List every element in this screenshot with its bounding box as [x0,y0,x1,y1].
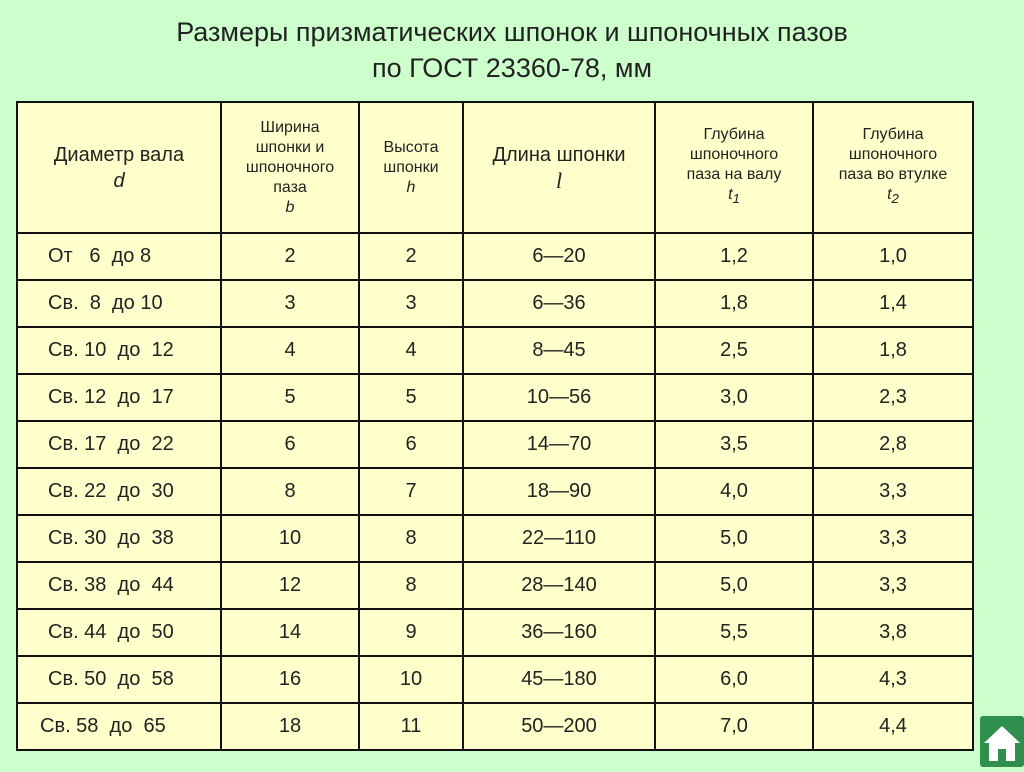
cell-depth-hub: 3,3 [813,562,973,609]
table-row [17,280,973,327]
cell-depth-shaft: 5,0 [655,515,813,562]
cell-depth-hub: 2,8 [813,421,973,468]
header-depth-hub-symbol: $t_2$ [887,186,899,207]
header-width-line: шпоночного [245,158,335,176]
cell-diameter: От 6 до 8 [17,233,221,280]
header-length [463,102,655,233]
page-title [0,14,1024,86]
cell-length: 28—140 [463,562,655,609]
header-row [17,102,973,233]
cell-diameter: Св. 50 до 58 [17,656,221,703]
header-diameter-symbol: d [113,169,125,192]
cell-length: 8—45 [463,327,655,374]
cell-diameter: Св. 58 до 65 [17,703,221,750]
cell-length: 6—36 [463,280,655,327]
cell-depth-hub: 3,3 [813,468,973,515]
table-row [17,656,973,703]
cell-height: 4 [359,327,463,374]
cell-length: 22—110 [463,515,655,562]
cell-diameter: Св. 44 до 50 [17,609,221,656]
header-width [221,102,359,233]
cell-diameter: Св. 30 до 38 [17,515,221,562]
cell-height: 3 [359,280,463,327]
header-depth-hub-line: шпоночного [848,146,938,164]
cell-depth-hub: 2,3 [813,374,973,421]
table-row [17,515,973,562]
cell-depth-hub: 4,4 [813,703,973,750]
table-row [17,233,973,280]
table-row [17,703,973,750]
cell-depth-shaft: 5,5 [655,609,813,656]
cell-depth-shaft: 5,0 [655,562,813,609]
cell-depth-shaft: 7,0 [655,703,813,750]
cell-length: 36—160 [463,609,655,656]
home-icon [980,716,1024,767]
cell-width: 16 [221,656,359,703]
table-row [17,327,973,374]
title-line-1: Размеры призматических шпонок и шпоночных пазов [176,17,848,47]
header-length-symbol: l [555,167,563,193]
table-row [17,374,973,421]
cell-width: 12 [221,562,359,609]
cell-length: 14—70 [463,421,655,468]
cell-depth-hub: 1,8 [813,327,973,374]
cell-depth-hub: 3,8 [813,609,973,656]
cell-width: 8 [221,468,359,515]
header-width-line: шпонки и [255,138,325,156]
cell-depth-shaft: 4,0 [655,468,813,515]
header-depth-shaft [655,102,813,233]
cell-height: 11 [359,703,463,750]
header-height-line: шпонки [383,158,439,176]
cell-depth-shaft: 3,5 [655,421,813,468]
header-width-line: Ширина [260,118,320,136]
cell-width: 14 [221,609,359,656]
cell-height: 2 [359,233,463,280]
cell-diameter: Св. 8 до 10 [17,280,221,327]
cell-length: 10—56 [463,374,655,421]
header-height-symbol: h [406,178,416,196]
title-line-2: по ГОСТ 23360-78, мм [371,53,653,83]
cell-height: 8 [359,562,463,609]
cell-diameter: Св. 22 до 30 [17,468,221,515]
header-depth-hub-line: паза во втулке [838,166,948,184]
cell-length: 50—200 [463,703,655,750]
header-depth-shaft-line: паза на валу [686,166,782,184]
cell-width: 5 [221,374,359,421]
header-diameter-label: Диаметр вала [53,143,185,166]
header-width-symbol: b [285,198,295,216]
cell-width: 2 [221,233,359,280]
cell-height: 5 [359,374,463,421]
header-height [359,102,463,233]
cell-depth-hub: 1,4 [813,280,973,327]
header-diameter [17,102,221,233]
table-row [17,562,973,609]
cell-diameter: Св. 10 до 12 [17,327,221,374]
cell-diameter: Св. 38 до 44 [17,562,221,609]
cell-height: 10 [359,656,463,703]
cell-depth-shaft: 1,8 [655,280,813,327]
header-depth-shaft-line: Глубина [703,126,765,144]
cell-width: 3 [221,280,359,327]
cell-height: 9 [359,609,463,656]
header-height-line: Высота [383,138,439,156]
cell-depth-shaft: 6,0 [655,656,813,703]
header-width-line: паза [273,178,307,196]
cell-length: 45—180 [463,656,655,703]
cell-height: 8 [359,515,463,562]
keys-table [16,101,974,751]
cell-depth-hub: 1,0 [813,233,973,280]
cell-width: 18 [221,703,359,750]
table-row [17,609,973,656]
cell-depth-shaft: 3,0 [655,374,813,421]
cell-width: 10 [221,515,359,562]
cell-depth-hub: 3,3 [813,515,973,562]
cell-diameter: Св. 12 до 17 [17,374,221,421]
cell-length: 18—90 [463,468,655,515]
table-row [17,421,973,468]
cell-height: 6 [359,421,463,468]
cell-width: 4 [221,327,359,374]
header-depth-hub [813,102,973,233]
header-depth-hub-line: Глубина [862,126,924,144]
home-button[interactable] [980,716,1024,767]
cell-length: 6—20 [463,233,655,280]
cell-height: 7 [359,468,463,515]
header-length-label: Длина шпонки [492,143,626,166]
header-depth-shaft-line: шпоночного [689,146,779,164]
table-row [17,468,973,515]
cell-depth-shaft: 1,2 [655,233,813,280]
header-depth-shaft-symbol: $t_1$ [728,186,740,207]
cell-depth-hub: 4,3 [813,656,973,703]
cell-depth-shaft: 2,5 [655,327,813,374]
cell-width: 6 [221,421,359,468]
cell-diameter: Св. 17 до 22 [17,421,221,468]
